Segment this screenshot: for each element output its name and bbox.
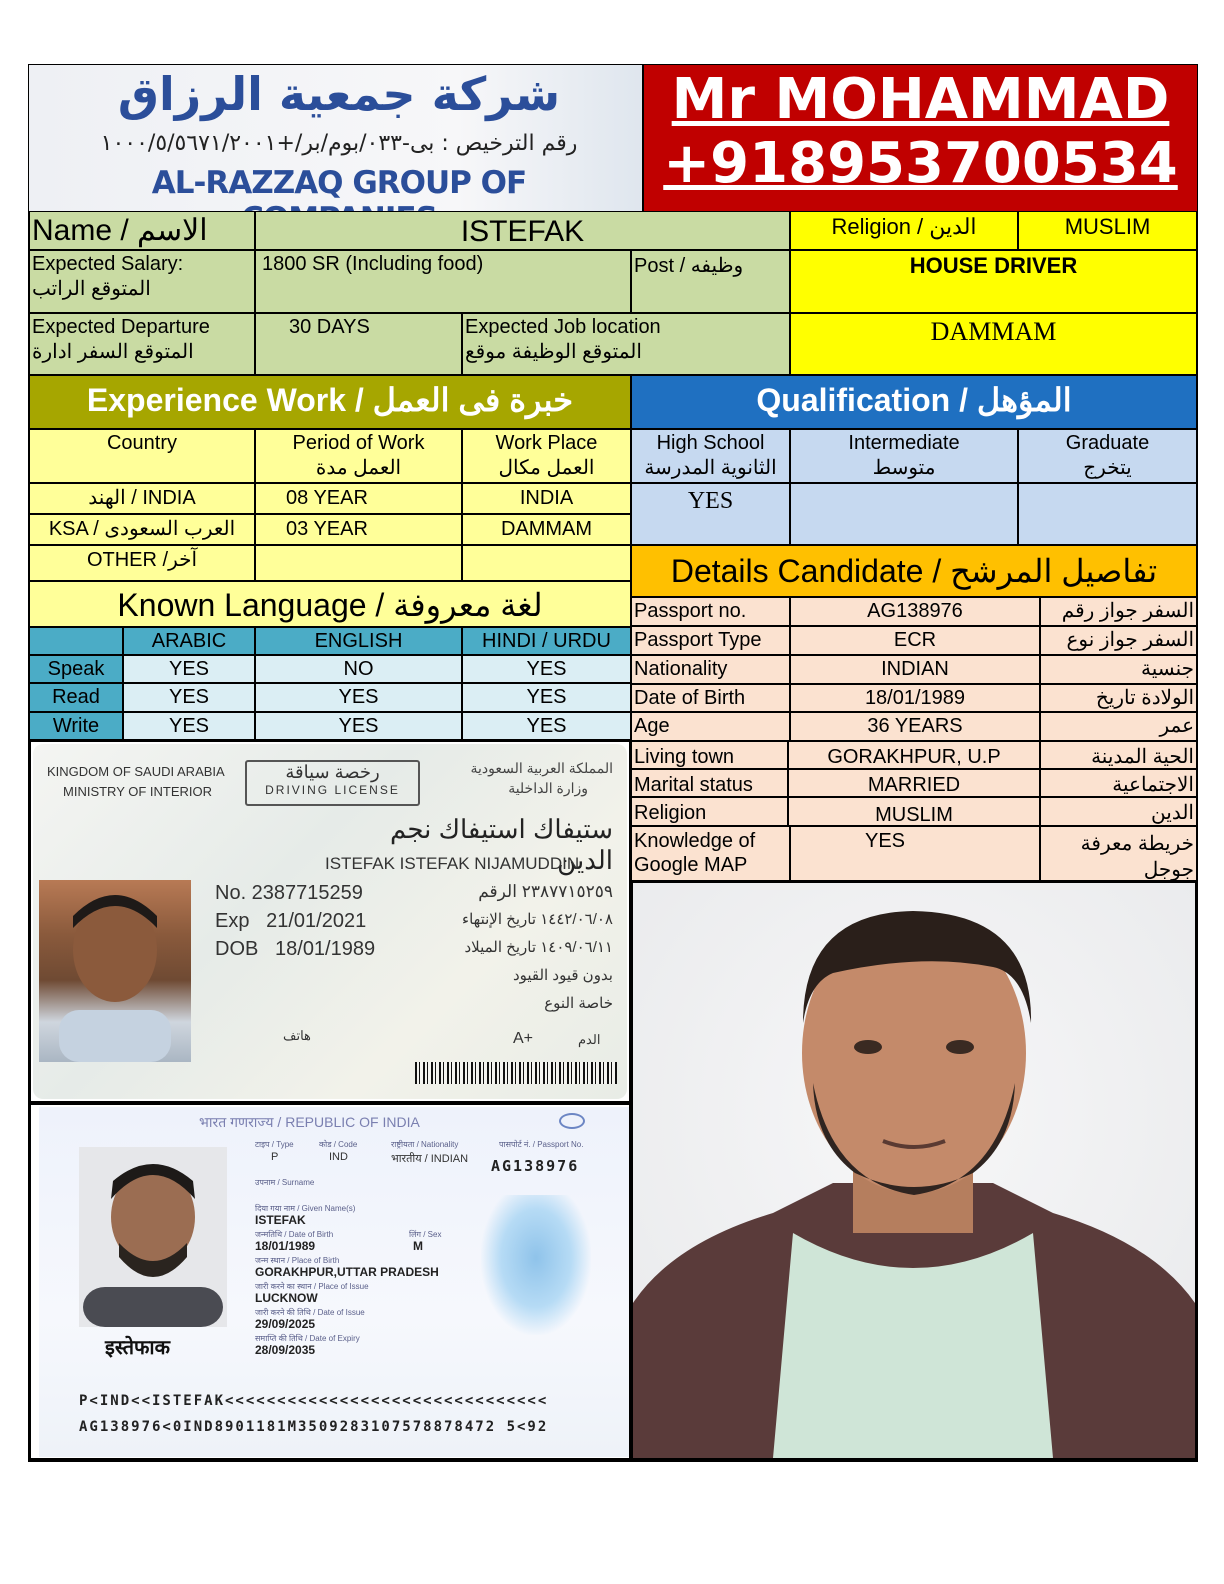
detail-label-arabic: جنسية [1040,655,1197,684]
license-restrictions-arabic: بدون قيود القيود [512,967,613,984]
contact-phone: +918953700534 [663,131,1178,196]
passport-page [39,1107,629,1457]
license-number: No. 2387715259 [215,882,363,904]
detail-label: Marital status [631,769,788,797]
passport-signature: इस्तेफाक [105,1337,170,1359]
language-header-hindi-urdu: HINDI / URDU [462,627,631,655]
language-row-label: Read [29,683,123,712]
experience-row-country: KSA / العرب السعودى [29,514,255,545]
passport-code-label: कोड / Code [319,1140,358,1149]
detail-label-arabic: السفر جواز نوع [1040,626,1197,655]
license-ministry: MINISTRY OF INTERIOR [63,784,213,799]
detail-label: Knowledge of Google MAP [631,826,790,881]
religion-value: MUSLIM [1018,211,1197,250]
detail-value: 36 YEARS [790,712,1040,741]
license-name-arabic: ستيفاك استيفاك نجم الدين [390,814,613,875]
passport-image [29,1103,631,1460]
detail-value: MARRIED [788,769,1040,797]
passport-emblem [559,1113,585,1129]
detail-value: MUSLIM [788,797,1040,826]
detail-label-arabic: خريطة معرفة جوجل [1040,826,1197,881]
passport-country-header: भारत गणराज्य / REPUBLIC OF INDIA [199,1114,420,1130]
license-holder-photo [39,880,191,1062]
experience-header-country: Country [29,429,255,483]
passport-photo [79,1147,227,1327]
license-barcode [415,1062,617,1084]
experience-row-place: INDIA [462,483,631,514]
language-cell: NO [255,655,462,683]
detail-label-arabic: الاجتماعية [1040,769,1197,797]
license-title-english: DRIVING LICENSE [265,783,400,797]
language-cell: YES [255,683,462,712]
detail-label: Religion [631,797,788,826]
license-kingdom-arabic: المملكة العربية السعودية [470,760,613,776]
license-dob-arabic: ١٤٠٩/٠٦/١١ تاريخ الميلاد [464,939,613,956]
salary-value: 1800 SR (Including food) [255,250,631,313]
language-cell: YES [462,712,631,740]
passport-given-label: दिया गया नाम / Given Name(s) [255,1204,356,1213]
departure-label: Expected Departure المتوقع السفر ادارة [29,313,255,375]
company-name-arabic: شركة جمعية الرزاق [117,67,561,121]
passport-number-label: पासपोर्ट नं. / Passport No. [499,1140,584,1149]
detail-value: INDIAN [790,655,1040,684]
detail-label-arabic: عمر [1040,712,1197,741]
qualification-header-intermediate: Intermediate متوسط [790,429,1018,483]
passport-dob: 18/01/1989 [255,1239,316,1253]
license-portrait [39,880,191,1062]
passport-type-label: टाइप / Type [255,1140,294,1149]
license-phone-arabic: هاتف [283,1028,311,1043]
qualification-header-highschool: High School الثانوية المدرسة [631,429,790,483]
detail-label-arabic: الولادة تاريخ [1040,684,1197,712]
religion-label: Religion / الدين [790,211,1018,250]
passport-code: IND [329,1151,348,1163]
detail-label: Passport no. [631,597,790,626]
detail-label: Nationality [631,655,790,684]
experience-title: Experience Work / خبرة فى العمل [29,375,631,429]
language-cell: YES [123,683,255,712]
detail-value: ECR [790,626,1040,655]
experience-row-period [255,545,462,581]
experience-row-place [462,545,631,581]
passport-given-name: ISTEFAK [255,1213,306,1227]
passport-nationality-label: राष्ट्रीयता / Nationality [391,1140,459,1149]
passport-sex: M [413,1239,423,1253]
language-cell: YES [255,712,462,740]
language-header-blank [29,627,123,655]
license-title-box [245,760,420,806]
license-blood-group: A+ [513,1030,534,1047]
detail-label-arabic: السفر جواز رقم [1040,597,1197,626]
passport-doi: 29/09/2025 [255,1317,316,1331]
passport-nationality: भारतीय / INDIAN [391,1153,469,1165]
job-location-label: Expected Job location المتوقع الوظيفة موقع [462,313,790,375]
detail-label: Passport Type [631,626,790,655]
qualification-header-graduate: Graduate يتخرج [1018,429,1197,483]
passport-type: P [271,1151,279,1163]
company-name-english: AL-RAZZAQ GROUP OF [151,165,527,201]
detail-value: 18/01/1989 [790,684,1040,712]
passport-doi-label: जारी करने की तिथि / Date of Issue [255,1308,365,1317]
passport-number: AG138976 [491,1157,580,1175]
name-value: ISTEFAK [255,211,790,250]
company-license: رقم الترخيص : بى-٠٣٣/بوم/بر/+١٠٠٠/٥/٥٦٧١/٢٠٠١ [100,131,578,156]
language-row-label: Speak [29,655,123,683]
detail-label-arabic: الحية المدينة [1040,741,1197,769]
license-number-arabic: ٢٣٨٧٧١٥٢٥٩ الرقم [478,882,613,901]
detail-value: GORAKHPUR, U.P [788,741,1040,769]
contact-banner [644,65,1197,211]
language-header-english: ENGLISH [255,627,462,655]
language-title: Known Language / لغة معروفة [29,581,631,627]
candidate-portrait [633,883,1195,1458]
qualification-value-highschool: YES [631,483,790,545]
license-dob: DOB 18/01/1989 [215,938,376,960]
qualification-value-intermediate [790,483,1018,545]
experience-row-country: OTHER /آخر [29,545,255,581]
detail-label: Date of Birth [631,684,790,712]
experience-row-country: الهند / INDIA [29,483,255,514]
license-expiry-arabic: ١٤٤٢/٠٦/٠٨ تاريخ الإنتهاء [462,911,613,928]
experience-row-place: DAMMAM [462,514,631,545]
post-value: HOUSE DRIVER [790,250,1197,313]
passport-poi: LUCKNOW [255,1291,318,1305]
name-label: Name / الاسم [29,211,255,250]
driving-license-image [29,740,631,1103]
language-cell: YES [462,683,631,712]
license-ministry-arabic: وزارة الداخلية [508,780,588,796]
detail-value: YES [790,826,1040,881]
license-expiry: Exp 21/01/2021 [215,910,367,932]
passport-doe: 28/09/2035 [255,1343,316,1357]
license-blood-arabic: الدم [578,1032,601,1047]
license-holder-name: ISTEFAK ISTEFAK NIJAMUDDIN [325,854,580,873]
experience-header-period: Period of Work العمل مدة [255,429,462,483]
detail-label: Age [631,712,790,741]
passport-sex-label: लिंग / Sex [409,1230,442,1239]
passport-portrait [79,1147,227,1327]
language-row-label: Write [29,712,123,740]
license-title-arabic: رخصة سياقة [285,762,380,782]
passport-poi-label: जारी करने का स्थान / Place of Issue [255,1282,369,1291]
departure-value: 30 DAYS [255,313,462,375]
details-title: Details Candidate / تفاصيل المرشح [631,545,1197,597]
language-header-arabic: ARABIC [123,627,255,655]
license-card [33,744,627,1099]
qualification-value-graduate [1018,483,1197,545]
detail-value: AG138976 [790,597,1040,626]
license-kingdom: KINGDOM OF SAUDI ARABIA [47,764,225,779]
experience-row-period: 08 YEAR [255,483,462,514]
passport-dob-label: जन्मतिथि / Date of Birth [255,1230,334,1239]
experience-row-period: 03 YEAR [255,514,462,545]
passport-pob-label: जन्म स्थान / Place of Birth [255,1256,340,1265]
experience-header-place: Work Place العمل مكال [462,429,631,483]
job-location-value: DAMMAM [790,313,1197,375]
detail-label-arabic: الدين [1040,797,1197,826]
passport-doe-label: समाप्ति की तिथि / Date of Expiry [255,1334,360,1343]
qualification-title: Qualification / المؤهل [631,375,1197,429]
post-label: Post / وظيفه [631,250,790,313]
language-cell: YES [123,655,255,683]
salary-label: Expected Salary: المتوقع الراتب [29,250,255,313]
detail-label: Living town [631,741,788,769]
passport-mrz-line-2: AG138976<0IND8901181M3509283107578878472 5<92 [79,1419,549,1435]
passport-surname-label: उपनाम / Surname [255,1178,315,1187]
passport-mrz-line-1: P<IND<<ISTEFAK<<<<<<<<<<<<<<<<<<<<<<<<<<<<<<< [79,1393,549,1409]
language-cell: YES [123,712,255,740]
language-cell: YES [462,655,631,683]
candidate-photo [631,881,1197,1460]
passport-pob: GORAKHPUR,UTTAR PRADESH [255,1265,439,1279]
passport-ghost-photo [481,1195,591,1335]
company-logo [29,65,644,211]
license-type-arabic: خاصة النوع [544,995,613,1012]
contact-name: Mr MOHAMMAD [671,67,1170,132]
